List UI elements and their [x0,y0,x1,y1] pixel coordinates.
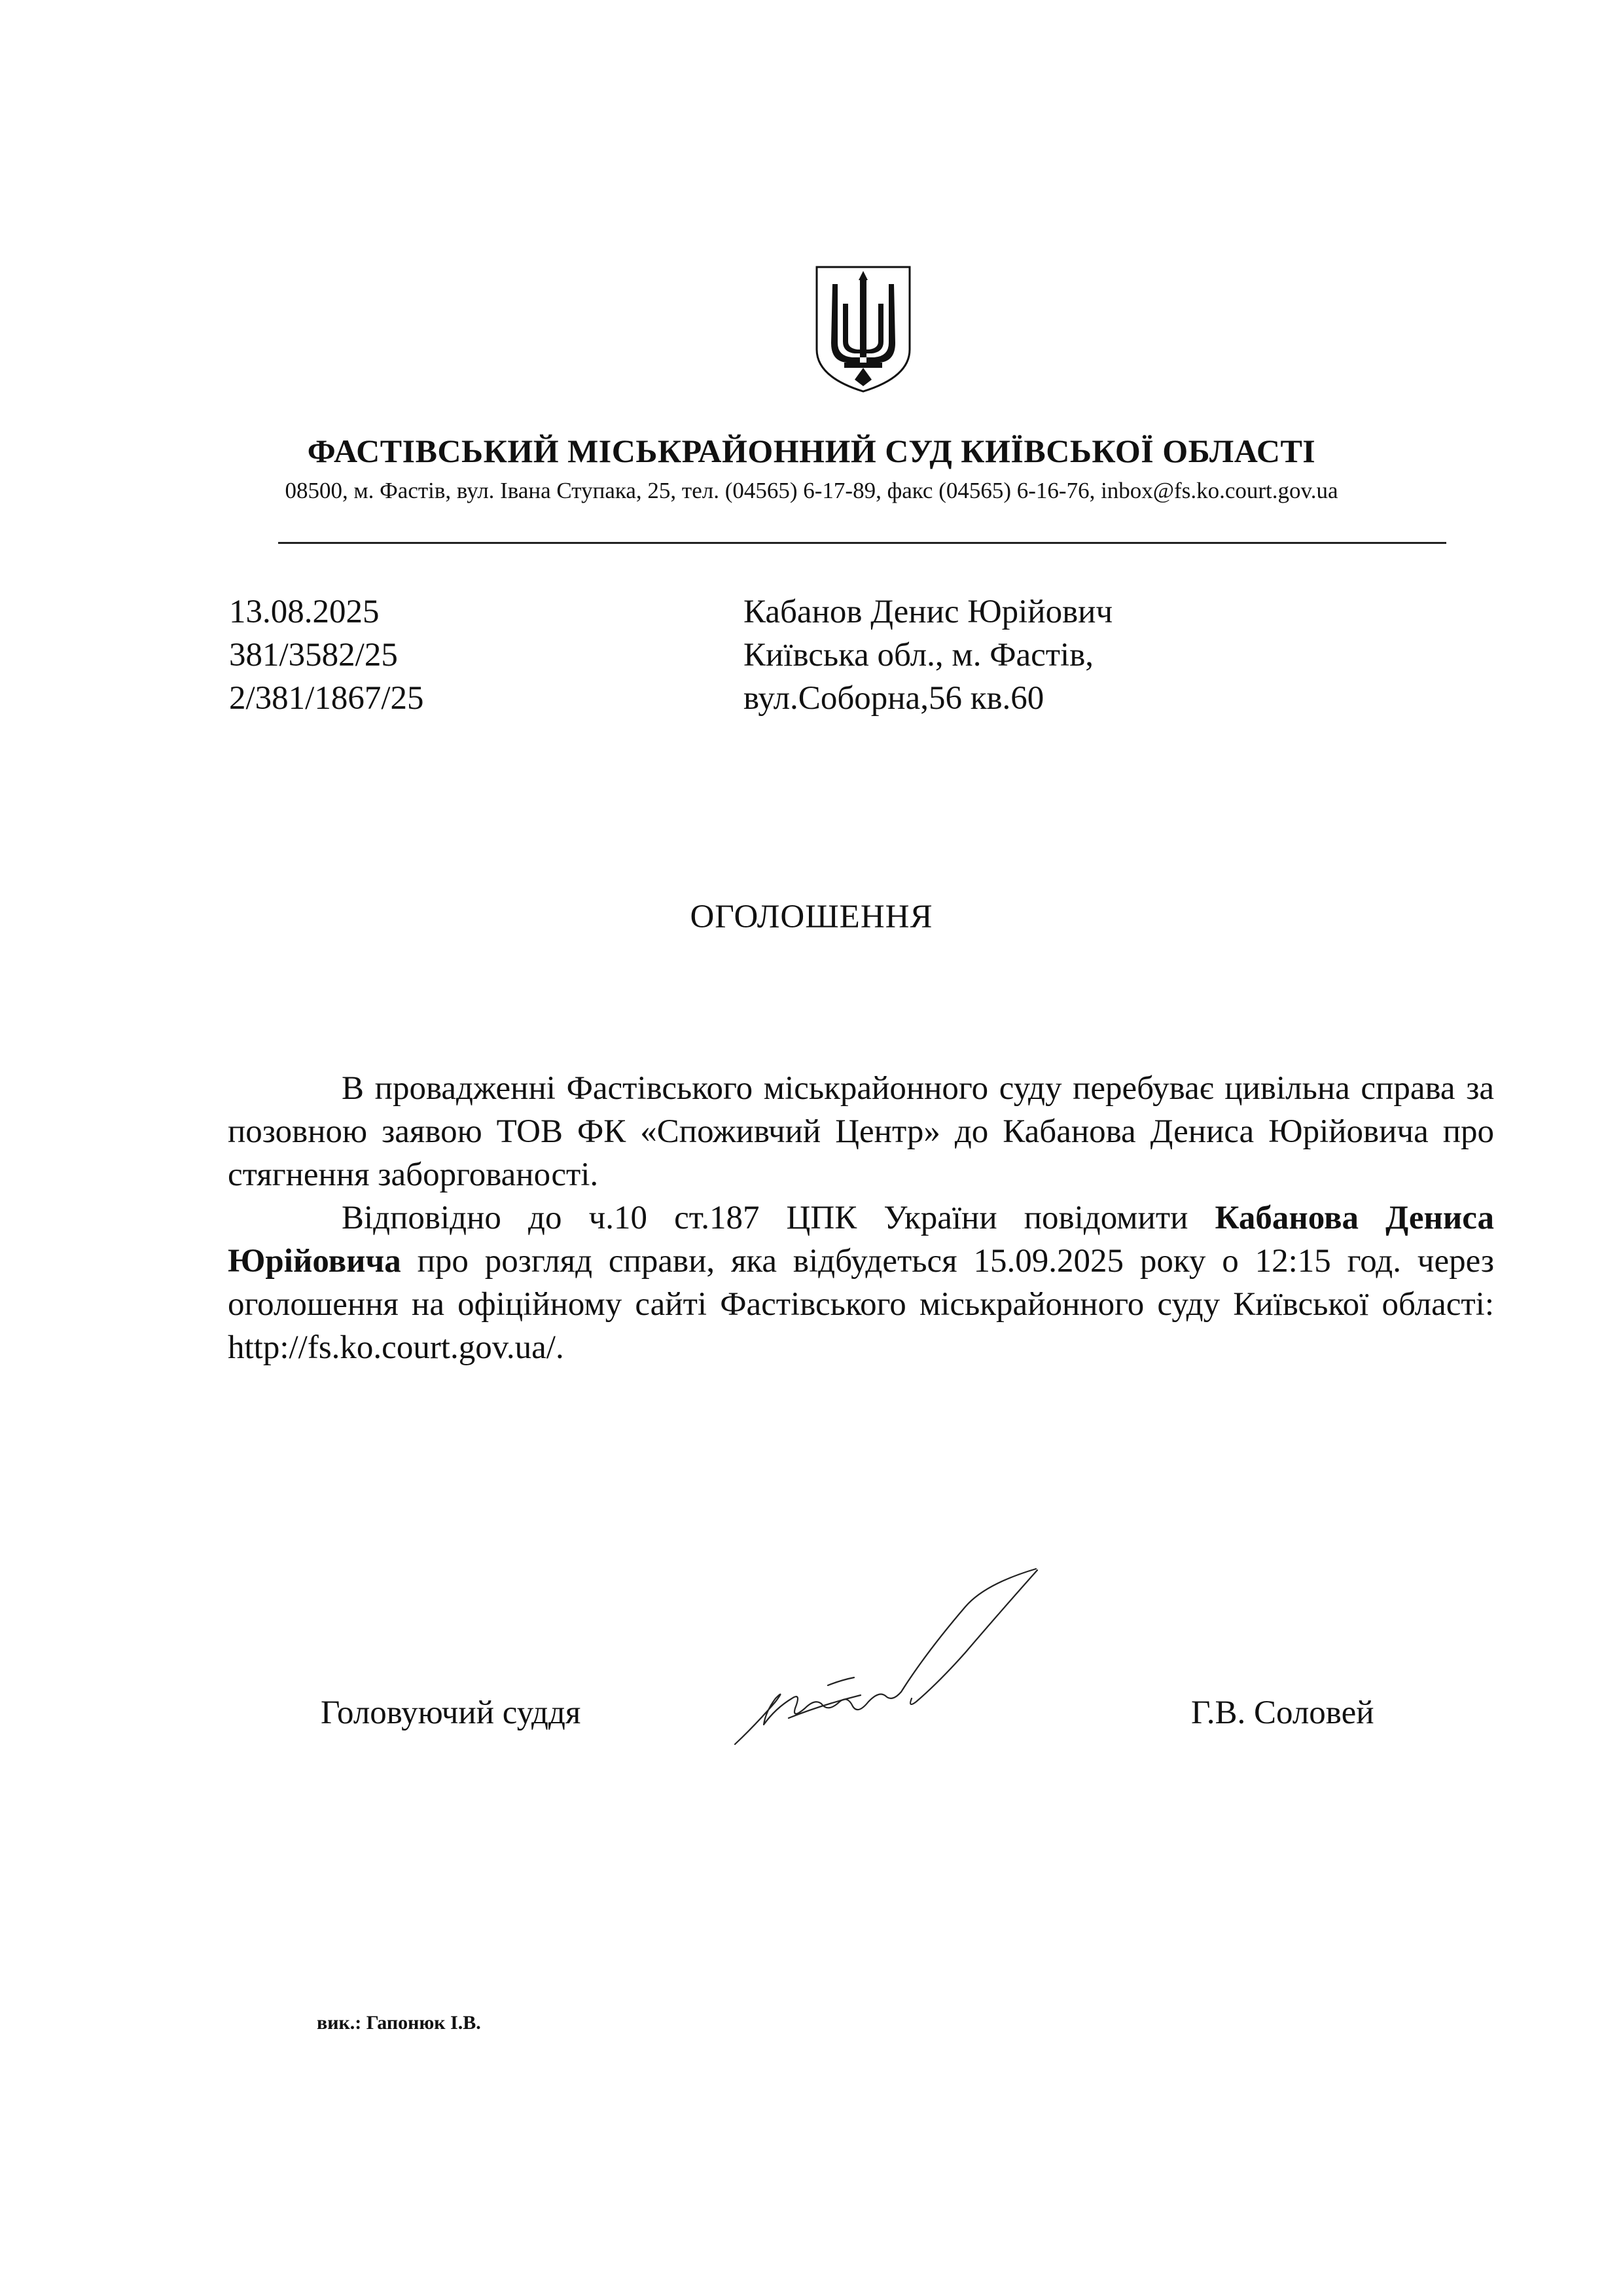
case-number: 2/381/1867/25 [229,680,424,717]
header-divider [278,542,1446,544]
signature-row [0,1682,1623,1761]
recipient-address-line2: вул.Соборна,56 кв.60 [743,680,1044,717]
coat-of-arms-icon [814,264,912,394]
judge-position: Головуючий суддя [321,1695,581,1731]
recipient-address-line1: Київська обл., м. Фастів, [743,637,1094,673]
document-title: ОГОЛОШЕННЯ [690,899,933,935]
defendant-name-bold: Кабанова Дениса Юрійовича [228,1200,1494,1280]
outgoing-number: 381/3582/25 [229,637,398,673]
letter-date: 13.08.2025 [229,594,380,630]
recipient-name: Кабанов Денис Юрійович [743,594,1113,630]
court-name: ФАСТІВСЬКИЙ МІСЬКРАЙОННИЙ СУД КИЇВСЬКОЇ ОБЛАСТІ [307,433,1316,469]
paragraph-2 [228,1196,1494,1369]
judge-name: Г.В. Соловей [1191,1695,1374,1731]
recipient-block [743,590,1113,720]
paragraph-2-end: про розгляд справи, яка відбудеться 15.09.2025 року о 12:15 год. через оголошення на офіційному сайті Фастівського міськрайонного суду Київської області: http://fs.ko.court.gov.ua/. [228,1243,1494,1366]
paragraph-1: В провадженні Фастівського міськрайонного суду перебуває цивільна справа за позовною заявою ТОВ ФК «Споживчий Центр» до Кабанова Дениса Юрійовича про стягнення заборгованості. [228,1070,1494,1193]
announcement-body [228,1067,1494,1369]
letter-meta [229,590,424,720]
court-address: 08500, м. Фастів, вул. Івана Ступака, 25, тел. (04565) 6-17-89, факс (04565) 6-16-76, inbox@fs.ko.court.gov.ua [285,478,1338,503]
paragraph-2-start: Відповідно до ч.10 ст.187 ЦПК України повідомити [342,1200,1215,1236]
executor-note: вик.: Гапонюк І.В. [317,2012,481,2034]
